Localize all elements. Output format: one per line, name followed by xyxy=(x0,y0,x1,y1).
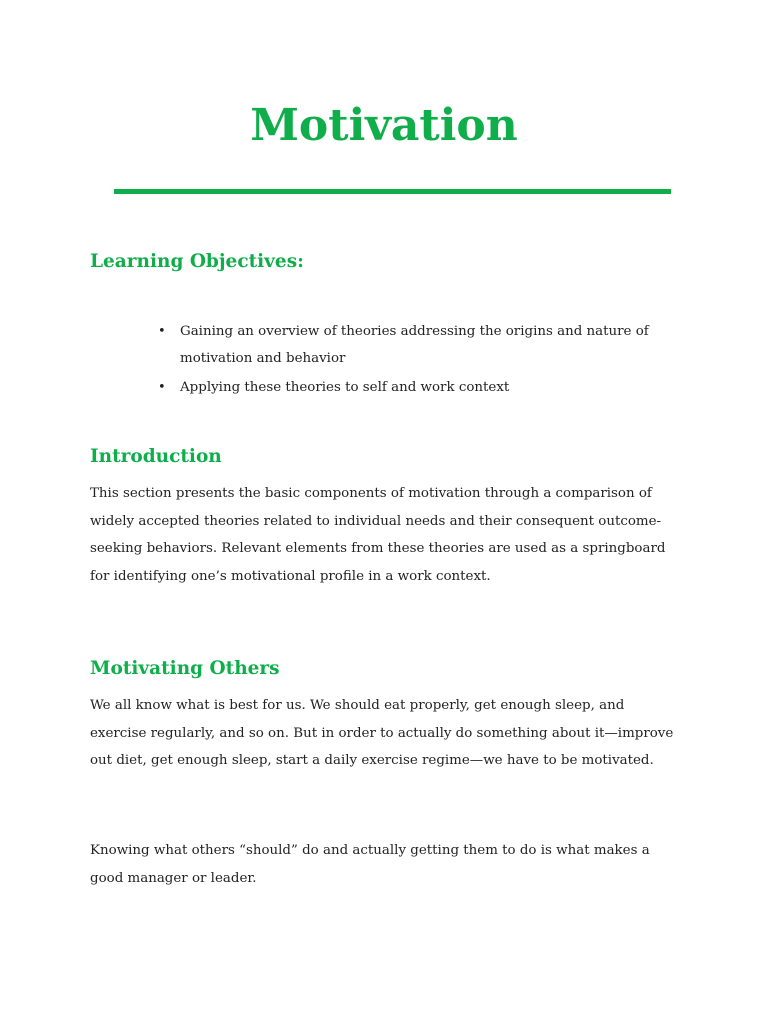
list-item xyxy=(158,318,680,372)
list-item-text: Gaining an overview of theories addressing the origins and nature of motivation and behavior xyxy=(180,324,649,366)
motivating-others-paragraph-2: Knowing what others “should” do and actually getting them to do is what makes a good manager or leader. xyxy=(90,843,650,886)
list-item-text: Applying these theories to self and work context xyxy=(180,380,510,395)
title-divider xyxy=(114,189,671,194)
learning-objectives-heading: Learning Objectives: xyxy=(90,251,304,272)
motivating-others-heading: Motivating Others xyxy=(90,658,280,679)
bullet-dot-icon: • xyxy=(158,380,166,395)
list-item xyxy=(158,374,680,401)
introduction-paragraph: This section presents the basic components of motivation through a comparison of widely accepted theories related to individual needs and their consequent outcome-seeking behaviors. Relevant elements from these theories are used as a springboard for identifying one’s motivational profile in a work context. xyxy=(90,486,666,584)
introduction-heading: Introduction xyxy=(90,446,222,467)
bullet-dot-icon: • xyxy=(158,324,166,339)
learning-objectives-list xyxy=(158,318,680,401)
document-title: Motivation xyxy=(250,100,518,151)
motivating-others-paragraph-1: We all know what is best for us. We should eat properly, get enough sleep, and exercise regularly, and so on. But in order to actually do something about it—improve out diet, get enough sleep, start a daily exercise regime—we have to be motivated. xyxy=(90,698,674,768)
